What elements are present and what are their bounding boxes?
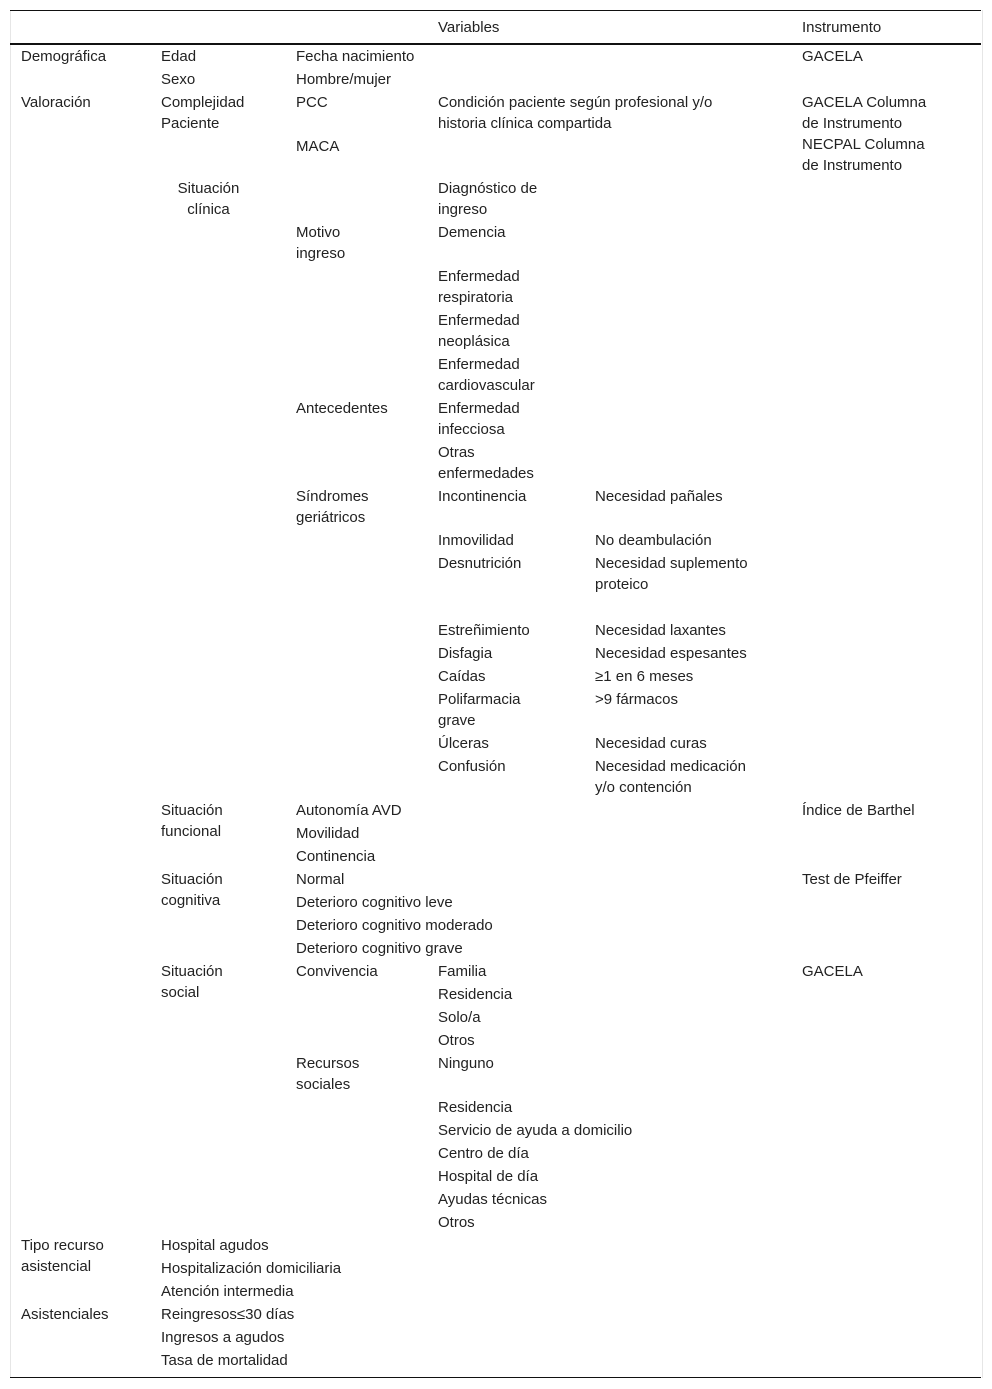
table-cell: >9 fármacos [595, 691, 678, 708]
table-cell: cognitiva [161, 892, 221, 909]
table-cell: Otros [438, 1032, 475, 1049]
table-cell: Hospitalización domiciliaria [161, 1260, 342, 1277]
table-cell: Paciente [161, 115, 220, 132]
table-cell: Situación [161, 871, 223, 888]
table-cell: geriátricos [296, 509, 366, 526]
instrument-cell: GACELA [802, 48, 863, 65]
instrument-cell: de Instrumento [802, 157, 903, 174]
table-cell: Necesidad pañales [595, 488, 723, 505]
table-cell: Antecedentes [296, 400, 388, 417]
table-cell: Úlceras [438, 735, 489, 752]
table-cell: proteico [595, 576, 649, 593]
header-instrumento: Instrumento [802, 19, 882, 36]
instrument-cell: NECPAL Columna [802, 136, 925, 153]
table-cell: Edad [161, 48, 197, 65]
instrument-cell: Test de Pfeiffer [802, 871, 902, 888]
table-cell: ingreso [296, 245, 346, 262]
table-cell: Desnutrición [438, 555, 522, 572]
table-cell: Reingresos≤30 días [161, 1306, 295, 1323]
table-cell: Incontinencia [438, 488, 527, 505]
table-cell: Centro de día [438, 1145, 529, 1162]
table-cell: enfermedades [438, 465, 534, 482]
table-cell: Situación [177, 180, 240, 197]
table-cell: Complejidad [161, 94, 245, 111]
table-cell: Situación [161, 963, 223, 980]
table-cell: funcional [161, 823, 222, 840]
table-cell: Hospital de día [438, 1168, 539, 1185]
category-cell: Tipo recurso [21, 1237, 104, 1254]
instrument-cell: Índice de Barthel [802, 802, 915, 819]
table-cell: Familia [438, 963, 487, 980]
table-cell: Estreñimiento [438, 622, 530, 639]
table-cell: Situación [161, 802, 223, 819]
table-cell: Enfermedad [438, 400, 520, 417]
table-cell: Residencia [438, 986, 513, 1003]
table-cell: Síndromes [296, 488, 369, 505]
instrument-cell: GACELA Columna [802, 94, 927, 111]
table-cell: MACA [296, 138, 340, 155]
table-cell: infecciosa [438, 421, 505, 438]
table-cell: Hospital agudos [161, 1237, 269, 1254]
instrument-cell: GACELA [802, 963, 863, 980]
table-cell: Motivo [296, 224, 341, 241]
table-cell: Tasa de mortalidad [161, 1352, 288, 1369]
table-cell: Continencia [296, 848, 376, 865]
header-variables: Variables [438, 19, 500, 36]
table-cell: Atención intermedia [161, 1283, 294, 1300]
table-cell: sociales [296, 1076, 351, 1093]
table-cell: Hombre/mujer [296, 71, 392, 88]
table-cell: Disfagia [438, 645, 493, 662]
table-cell: Ingresos a agudos [161, 1329, 285, 1346]
table-cell: Enfermedad [438, 268, 520, 285]
table-cell: Solo/a [438, 1009, 481, 1026]
table-cell: Necesidad curas [595, 735, 707, 752]
table-cell: Inmovilidad [438, 532, 514, 549]
table-cell: Deterioro cognitivo leve [296, 894, 453, 911]
table-cell: grave [438, 712, 476, 729]
table-cell: Demencia [438, 224, 506, 241]
top-rule [10, 10, 981, 11]
table-cell: Enfermedad [438, 312, 520, 329]
table-cell: Necesidad laxantes [595, 622, 726, 639]
table-cell: Enfermedad [438, 356, 520, 373]
table-cell: Ayudas técnicas [438, 1191, 547, 1208]
table-cell: Ninguno [438, 1055, 494, 1072]
table-cell: Convivencia [296, 963, 378, 980]
table-cell: historia clínica compartida [438, 115, 612, 132]
category-cell: asistencial [21, 1258, 92, 1275]
table-cell: Diagnóstico de [438, 180, 538, 197]
table-cell: Movilidad [296, 825, 360, 842]
table-cell: Confusión [438, 758, 506, 775]
table-cell: PCC [296, 94, 328, 111]
table-cell: neoplásica [438, 333, 510, 350]
table-cell: Polifarmacia [438, 691, 521, 708]
table-cell: clínica [187, 201, 230, 218]
category-cell: Asistenciales [21, 1306, 109, 1323]
table-cell: social [161, 984, 200, 1001]
table-cell: cardiovascular [438, 377, 535, 394]
instrument-cell: de Instrumento [802, 115, 903, 132]
table-cell: ingreso [438, 201, 488, 218]
table-cell: Autonomía AVD [296, 802, 402, 819]
table-cell: Servicio de ayuda a domicilio [438, 1122, 633, 1139]
table-cell: Caídas [438, 668, 486, 685]
table-cell: Condición paciente según profesional y/o [438, 94, 713, 111]
table-cell: y/o contención [595, 779, 692, 796]
table-cell: Otras [438, 444, 475, 461]
table-cell: Deterioro cognitivo moderado [296, 917, 493, 934]
table-cell: Otros [438, 1214, 475, 1231]
table-cell: Deterioro cognitivo grave [296, 940, 463, 957]
table-cell: Fecha nacimiento [296, 48, 415, 65]
table-cell: Normal [296, 871, 345, 888]
table-cell: Necesidad espesantes [595, 645, 747, 662]
bottom-rule [10, 1377, 981, 1378]
table-cell: respiratoria [438, 289, 514, 306]
table-cell: Recursos [296, 1055, 360, 1072]
category-cell: Demográfica [21, 48, 107, 65]
category-cell: Valoración [21, 94, 91, 111]
table-cell: Residencia [438, 1099, 513, 1116]
table-cell: No deambulación [595, 532, 712, 549]
table-cell: Necesidad suplemento [595, 555, 748, 572]
header-rule [10, 43, 981, 45]
table-cell: Necesidad medicación [595, 758, 746, 775]
table-cell: ≥1 en 6 meses [595, 668, 694, 685]
table-cell: Sexo [161, 71, 196, 88]
